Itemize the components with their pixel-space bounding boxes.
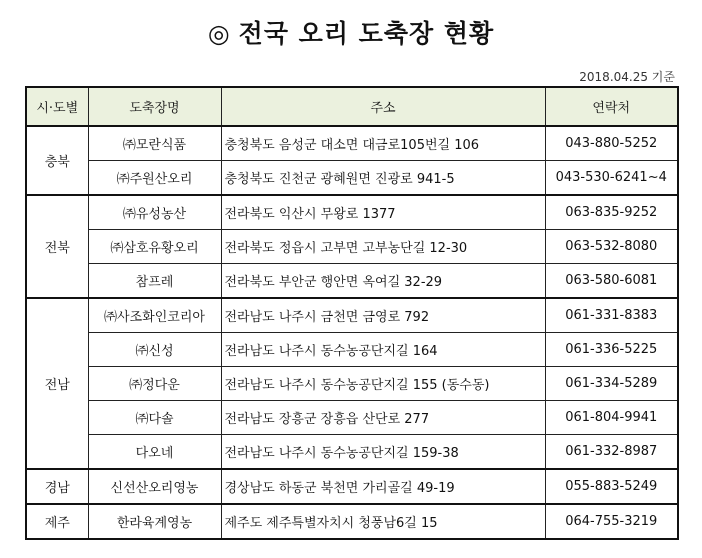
name-cell: ㈜삼호유황오리: [88, 230, 221, 264]
address-cell: 전라북도 익산시 무왕로 1377: [221, 195, 545, 230]
region-cell: 충북: [26, 126, 88, 195]
header-region: 시·도별: [26, 87, 88, 126]
address-cell: 전라남도 나주시 동수농공단지길 155 (동수동): [221, 367, 545, 401]
address-cell: 경상남도 하동군 북천면 가리골길 49-19: [221, 469, 545, 504]
name-cell: 참프레: [88, 264, 221, 299]
phone-cell: 043-880-5252: [545, 126, 678, 161]
reference-date: 2018.04.25 기준: [579, 70, 675, 84]
phone-cell: 061-804-9941: [545, 401, 678, 435]
header-address: 주소: [221, 87, 545, 126]
name-cell: ㈜사조화인코리아: [88, 298, 221, 333]
table-row: [26, 195, 678, 230]
phone-cell: 061-334-5289: [545, 367, 678, 401]
address-cell: 제주도 제주특별자치시 청풍남6길 15: [221, 504, 545, 539]
address-cell: 전라남도 나주시 동수농공단지길 159-38: [221, 435, 545, 470]
header-phone: 연락처: [545, 87, 678, 126]
address-cell: 전라북도 부안군 행안면 옥여길 32-29: [221, 264, 545, 299]
address-cell: 전라남도 나주시 동수농공단지길 164: [221, 333, 545, 367]
name-cell: ㈜유성농산: [88, 195, 221, 230]
table-row: [26, 469, 678, 504]
name-cell: ㈜신성: [88, 333, 221, 367]
table-row: [26, 504, 678, 539]
address-cell: 충청북도 진천군 광혜원면 진광로 941-5: [221, 161, 545, 196]
address-cell: 충청북도 음성군 대소면 대금로105번길 106: [221, 126, 545, 161]
phone-cell: 061-331-8383: [545, 298, 678, 333]
title-circle-mark: ◎: [207, 19, 231, 48]
title-text: 전국 오리 도축장 현황: [238, 19, 495, 48]
table-header: [26, 87, 678, 126]
phone-cell: 064-755-3219: [545, 504, 678, 539]
header-name: 도축장명: [88, 87, 221, 126]
region-cell: 전남: [26, 298, 88, 469]
name-cell: 한라육계영농: [88, 504, 221, 539]
region-cell: 경남: [26, 469, 88, 504]
phone-cell: 055-883-5249: [545, 469, 678, 504]
phone-cell: 063-835-9252: [545, 195, 678, 230]
name-cell: 다오네: [88, 435, 221, 470]
name-cell: ㈜모란식품: [88, 126, 221, 161]
table-row: [26, 230, 678, 264]
phone-cell: 043-530-6241~4: [545, 161, 678, 196]
table-row: [26, 401, 678, 435]
header-row: [26, 87, 678, 126]
page-title: [0, 14, 702, 50]
region-cell: 전북: [26, 195, 88, 298]
name-cell: ㈜주원산오리: [88, 161, 221, 196]
table-body: [26, 126, 678, 539]
phone-cell: 061-332-8987: [545, 435, 678, 470]
region-cell: 제주: [26, 504, 88, 539]
phone-cell: 063-580-6081: [545, 264, 678, 299]
table-row: [26, 161, 678, 196]
address-cell: 전라남도 장흥군 장흥읍 산단로 277: [221, 401, 545, 435]
table-row: [26, 126, 678, 161]
slaughterhouse-table: [25, 86, 679, 540]
table-row: [26, 333, 678, 367]
table-row: [26, 435, 678, 470]
address-cell: 전라북도 정읍시 고부면 고부농단길 12-30: [221, 230, 545, 264]
table-row: [26, 264, 678, 299]
name-cell: ㈜정다운: [88, 367, 221, 401]
name-cell: 신선산오리영농: [88, 469, 221, 504]
table-row: [26, 298, 678, 333]
phone-cell: 063-532-8080: [545, 230, 678, 264]
name-cell: ㈜다솔: [88, 401, 221, 435]
address-cell: 전라남도 나주시 금천면 금영로 792: [221, 298, 545, 333]
phone-cell: 061-336-5225: [545, 333, 678, 367]
table-row: [26, 367, 678, 401]
